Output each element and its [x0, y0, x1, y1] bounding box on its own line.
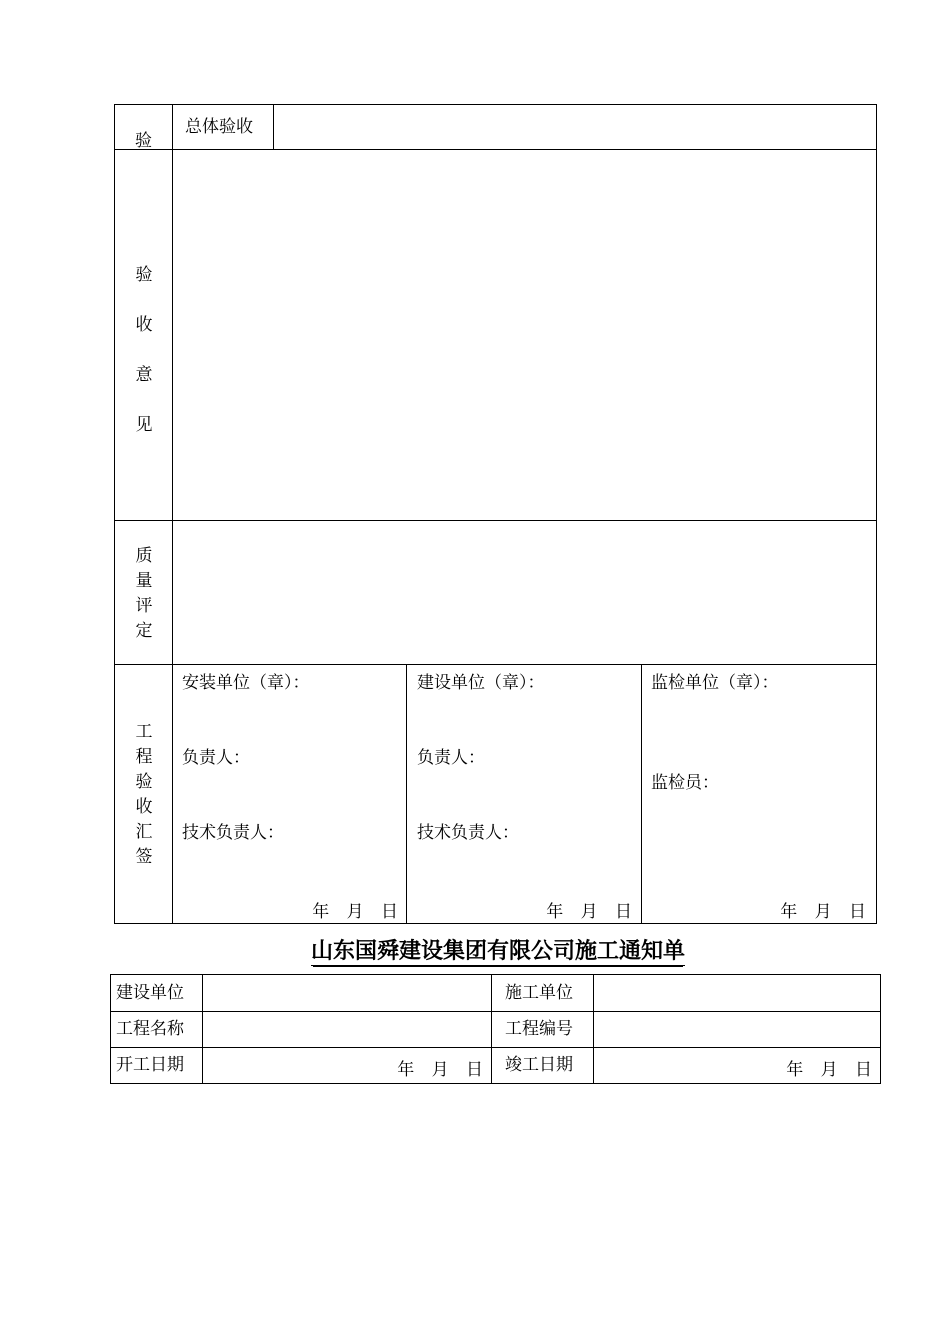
signoff-char: 签: [135, 847, 153, 867]
quality-label: [115, 544, 173, 644]
install-tech-responsible-label: 技术负责人：: [182, 823, 284, 843]
grid-line: [110, 1047, 881, 1048]
build-unit-cell-label: 建设单位: [116, 983, 184, 1003]
signoff-char: 程: [135, 747, 153, 767]
notice-title: [0, 936, 950, 966]
build-tech-responsible-label: 技术负责人：: [417, 823, 519, 843]
build-unit-label: 建设单位（章）：: [417, 673, 545, 693]
quality-char: 量: [135, 571, 153, 591]
start-date-field[interactable]: 年 月 日: [397, 1060, 483, 1080]
grid-line: [880, 974, 881, 1084]
construction-unit-cell-label: 施工单位: [505, 983, 573, 1003]
signoff-char: 收: [135, 797, 153, 817]
opinion-char: 验: [135, 265, 153, 285]
build-unit-field[interactable]: [203, 975, 491, 1011]
signoff-label: [115, 720, 173, 870]
install-unit-label: 安装单位（章）：: [182, 673, 310, 693]
grid-line: [273, 104, 274, 150]
project-name-cell-label: 工程名称: [116, 1019, 184, 1039]
opinion-char: 收: [135, 315, 153, 335]
project-number-field[interactable]: [594, 1012, 880, 1047]
project-number-cell-label: 工程编号: [505, 1019, 573, 1039]
build-date: 年 月 日: [546, 902, 632, 922]
grid-line: [406, 664, 407, 924]
quality-char: 质: [135, 546, 153, 566]
grid-line: [491, 974, 492, 1084]
signoff-char: 验: [135, 772, 153, 792]
grid-line: [110, 1083, 881, 1084]
signoff-char: 工: [135, 722, 153, 742]
grid-line: [114, 104, 877, 105]
inspector-label: 监检员：: [651, 773, 719, 793]
opinion-char: 意: [135, 365, 153, 385]
opinion-label: [115, 250, 173, 450]
signoff-char: 汇: [135, 822, 153, 842]
opinion-char: 见: [135, 415, 153, 435]
completion-date-field[interactable]: 年 月 日: [786, 1060, 872, 1080]
construction-unit-field[interactable]: [594, 975, 880, 1011]
project-name-field[interactable]: [203, 1012, 491, 1047]
grid-line: [876, 104, 877, 924]
completion-date-cell-label: 竣工日期: [505, 1055, 573, 1075]
opinion-field[interactable]: [173, 150, 876, 520]
build-responsible-label: 负责人：: [417, 748, 485, 768]
quality-char: 定: [135, 621, 153, 641]
notice-title-text: 山东国舜建设集团有限公司施工通知单: [310, 938, 685, 964]
grid-line: [114, 664, 877, 665]
grid-line: [114, 923, 877, 924]
grid-line: [641, 664, 642, 924]
quality-field[interactable]: [173, 521, 876, 664]
inspect-date: 年 月 日: [780, 902, 866, 922]
inspect-unit-label: 监检单位（章）：: [651, 673, 779, 693]
grid-line: [110, 974, 111, 1084]
install-responsible-label: 负责人：: [182, 748, 250, 768]
row1-left-label: 验: [135, 131, 152, 151]
start-date-cell-label: 开工日期: [116, 1055, 184, 1075]
install-date: 年 月 日: [312, 902, 398, 922]
quality-char: 评: [135, 596, 153, 616]
overall-acceptance-label: 总体验收: [185, 117, 253, 137]
